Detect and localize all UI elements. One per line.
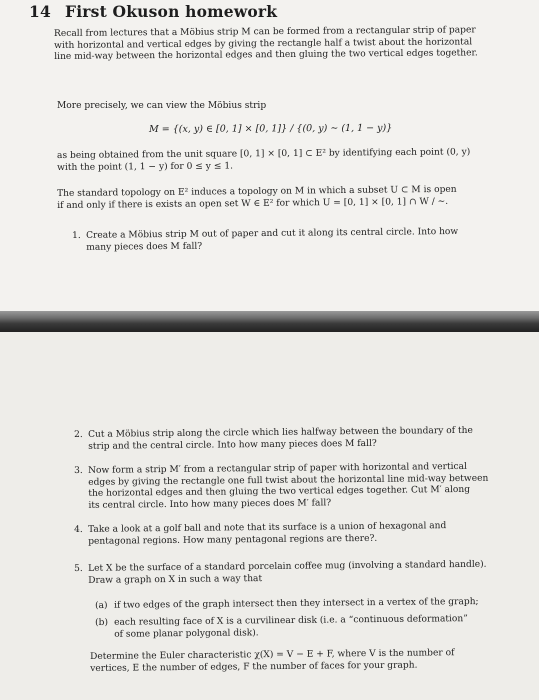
- question-line: many pieces does M fall?: [86, 241, 203, 253]
- question-number: 4.: [74, 524, 83, 535]
- topology-line: The standard topology on E² induces a topology on M in which a subset U ⊂ M is open: [57, 184, 457, 199]
- subitem-line: of some planar polygonal disk).: [114, 627, 259, 640]
- question-line: Draw a graph on X in such a way that: [88, 573, 263, 586]
- intro-line: Recall from lectures that a Möbius strip M can be formed from a rectangular strip of paper: [54, 25, 476, 39]
- homework-page-bottom: [0, 332, 539, 700]
- question-line: Now form a strip M′ from a rectangular strip of paper with horizontal and vertical: [87, 461, 468, 476]
- subitem-line: each resulting face of X is a curvilinear disk (i.e. a “continuous deformation”: [113, 614, 468, 628]
- question-line: Cut a Möbius strip along the circle which lies halfway between the boundary of the: [87, 425, 473, 440]
- euler-line: Determine the Euler characteristic χ(X) = V − E + F, where V is the number of: [90, 648, 455, 662]
- question-number: 3.: [74, 465, 83, 476]
- mobius-equation: M = {(x, y) ∈ [0, 1] × [0, 1]} / {(0, y) ∼ (1, 1 − y)}: [149, 122, 393, 135]
- section-title: First Okuson homework: [64, 2, 278, 21]
- subitem-label: (a): [95, 600, 108, 611]
- question-number: 2.: [74, 429, 83, 440]
- subitem-line: if two edges of the graph intersect then they intersect in a vertex of the graph;: [113, 596, 479, 611]
- question-line: its central circle. Into how many pieces does M′ fall?: [88, 497, 332, 511]
- question-line: Take a look at a golf ball and note that its surface is a union of hexagonal and: [87, 521, 447, 535]
- homework-page-top: [0, 0, 539, 311]
- question-line: pentagonal regions. How many pentagonal regions are there?.: [88, 533, 378, 547]
- intro-paragraph: [54, 25, 478, 63]
- question-line: edges by giving the rectangle one full twist about the horizontal line mid-way between: [88, 473, 489, 488]
- precisely-line: as being obtained from the unit square [0, 1] × [0, 1] ⊂ E² by identifying each point (0, y): [57, 147, 471, 161]
- question-line: Let X be the surface of a standard porcelain coffee mug (involving a standard handle).: [87, 559, 487, 574]
- topology-paragraph: [57, 185, 457, 212]
- intro-line: with horizontal and vertical edges by giving the rectangle half a twist about the horizontal: [54, 36, 473, 51]
- question-line: Create a Möbius strip M out of paper and cut it along its central circle. Into how: [85, 226, 459, 241]
- question-number: 5.: [74, 563, 83, 574]
- precisely-lead: More precisely, we can view the Möbius strip: [57, 101, 267, 111]
- question-line: the horizontal edges and then gluing the two vertical edges together. Cut M′ along: [88, 484, 471, 499]
- section-heading: [29, 2, 277, 21]
- page-divider: [0, 311, 539, 332]
- question-number: 1.: [72, 230, 81, 241]
- precisely-paragraph: [57, 147, 470, 174]
- intro-line: line mid-way between the horizontal edges and then gluing the two vertical edges together.: [54, 48, 478, 62]
- section-number: 14: [29, 2, 51, 21]
- euler-line: vertices, E the number of edges, F the number of faces for your graph.: [90, 660, 418, 674]
- subitem-label: (b): [95, 617, 109, 628]
- question-line: strip and the central circle. Into how many pieces does M fall?: [88, 438, 377, 452]
- topology-line: if and only if there is exists an open set W ∈ E² for which U = [0, 1] × [0, 1] ∩ W / ∼.: [57, 196, 449, 211]
- precisely-line: with the point (1, 1 − y) for 0 ≤ y ≤ 1.: [57, 160, 234, 173]
